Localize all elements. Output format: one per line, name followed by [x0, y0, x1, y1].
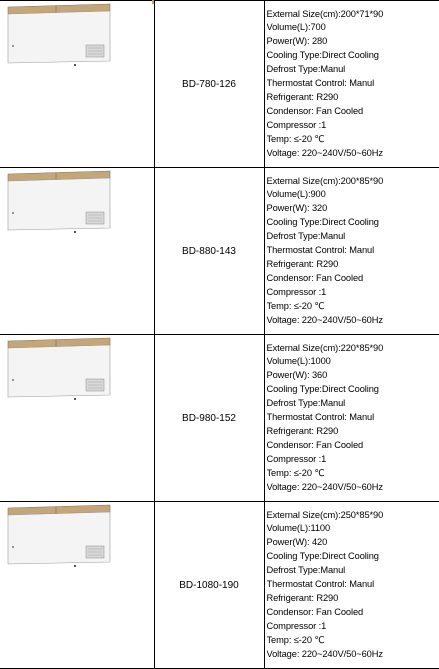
spec-line: Defrost Type:Manul [266, 398, 346, 409]
spec-line: External Size(cm):200*85*90 [266, 175, 384, 186]
spec-line: Thermostat Control: Manul [266, 245, 375, 256]
product-row [0, 335, 439, 502]
spec-line: Condensor: Fan Cooled [266, 105, 364, 116]
spec-line: Condensor: Fan Cooled [266, 272, 364, 283]
spec-line: Refrigerant: R290 [266, 425, 339, 436]
spec-line: Compressor :1 [266, 286, 327, 297]
model-number: BD-780-126 [182, 78, 236, 90]
spec-line: Thermostat Control: Manul [266, 579, 375, 590]
product-row [0, 168, 439, 335]
product-image-cell [0, 502, 154, 669]
spec-line: Power(W): 320 [266, 203, 328, 214]
spec-cell [264, 335, 439, 502]
chest-freezer-icon [6, 1, 112, 67]
spec-line: Compressor :1 [266, 620, 327, 631]
spec-line: Power(W): 420 [266, 537, 328, 548]
chest-freezer-icon [6, 168, 112, 234]
spec-line: External Size(cm):220*85*90 [266, 342, 384, 353]
chest-freezer-icon [6, 335, 112, 401]
model-cell [154, 168, 264, 335]
spec-line: Cooling Type:Direct Cooling [266, 551, 379, 562]
spec-line: Temp: ≤-20 ℃ [266, 467, 325, 478]
spec-line: Voltage: 220~240V/50~60Hz [266, 314, 383, 325]
spec-line: Compressor :1 [266, 119, 327, 130]
spec-line: Refrigerant: R290 [266, 91, 339, 102]
spec-line: Thermostat Control: Manul [266, 78, 375, 89]
spec-line: Refrigerant: R290 [266, 592, 339, 603]
spec-line: Temp: ≤-20 ℃ [266, 300, 325, 311]
spec-line: Cooling Type:Direct Cooling [266, 217, 379, 228]
spec-line: Voltage: 220~240V/50~60Hz [266, 147, 383, 158]
spec-line: Temp: ≤-20 ℃ [266, 133, 325, 144]
spec-line: Power(W): 280 [266, 36, 328, 47]
spec-line: Power(W): 360 [266, 370, 328, 381]
spec-line: Temp: ≤-20 ℃ [266, 634, 325, 645]
spec-cell [264, 502, 439, 669]
spec-line: Volume(L):900 [266, 189, 326, 200]
spec-line: Defrost Type:Manul [266, 231, 346, 242]
model-number: BD-980-152 [182, 412, 236, 424]
product-row [0, 1, 439, 168]
spec-line: Voltage: 220~240V/50~60Hz [266, 648, 383, 659]
top-tick-mark [152, 0, 154, 4]
model-number: BD-1080-190 [179, 579, 239, 591]
spec-line: Condensor: Fan Cooled [266, 439, 364, 450]
product-row [0, 502, 439, 669]
spec-line: Volume(L):700 [266, 22, 326, 33]
chest-freezer-icon [6, 502, 112, 568]
spec-line: Voltage: 220~240V/50~60Hz [266, 481, 383, 492]
model-cell [154, 335, 264, 502]
model-cell [154, 502, 264, 669]
spec-line: Volume(L):1000 [266, 356, 331, 367]
model-cell [154, 1, 264, 168]
model-number: BD-880-143 [182, 245, 236, 257]
spec-line: Compressor :1 [266, 453, 327, 464]
spec-line: Condensor: Fan Cooled [266, 606, 364, 617]
product-image-cell [0, 335, 154, 502]
spec-line: Defrost Type:Manul [266, 565, 346, 576]
spec-cell [264, 168, 439, 335]
spec-line: External Size(cm):250*85*90 [266, 509, 384, 520]
spec-line: Volume(L):1100 [266, 523, 331, 534]
spec-line: Thermostat Control: Manul [266, 412, 375, 423]
product-image-cell [0, 168, 154, 335]
spec-line: Defrost Type:Manul [266, 64, 346, 75]
spec-line: External Size(cm):200*71*90 [266, 8, 384, 19]
spec-line: Refrigerant: R290 [266, 258, 339, 269]
spec-cell [264, 1, 439, 168]
spec-line: Cooling Type:Direct Cooling [266, 50, 379, 61]
spec-line: Cooling Type:Direct Cooling [266, 384, 379, 395]
product-image-cell [0, 1, 154, 168]
